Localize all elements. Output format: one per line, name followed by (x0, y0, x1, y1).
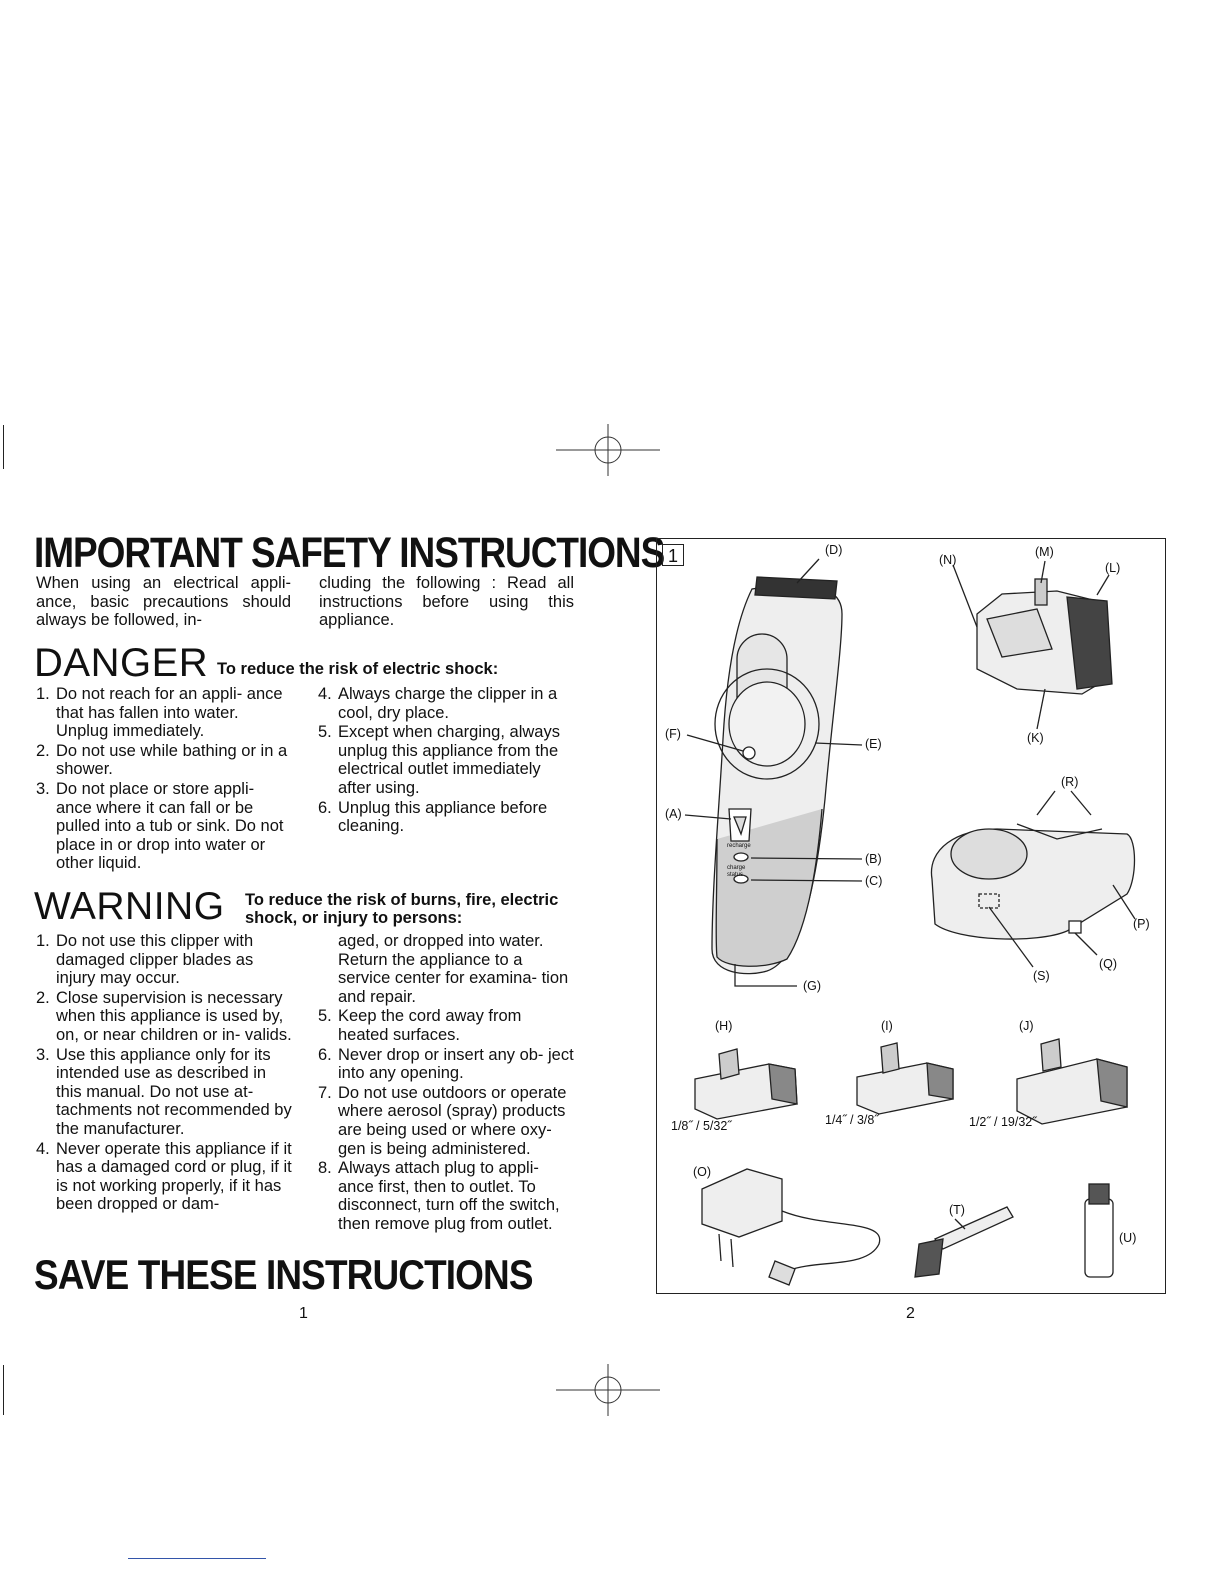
ac-adapter-illustration (702, 1169, 880, 1285)
list-item-text: Keep the cord away from heated surfaces. (338, 1007, 522, 1044)
label-a: (A) (665, 807, 682, 821)
comb-h-illustration (695, 1049, 797, 1119)
label-b: (B) (865, 852, 882, 866)
list-item (318, 685, 575, 722)
list-item-text: Never drop or insert any ob- ject into any opening. (338, 1045, 574, 1083)
charging-stand-illustration (931, 824, 1134, 939)
label-d: (D) (825, 543, 843, 557)
label-k: (K) (1027, 731, 1044, 745)
danger-list-col-1 (36, 685, 292, 874)
list-item-text: Do not use outdoors or operate where aerosol (spray) products are being used or where oxy- gen is being administered. (338, 1083, 567, 1158)
label-l: (L) (1105, 561, 1121, 575)
list-item-text: Close supervision is necessary when this appliance is used by, on, or near children or in- valids. (56, 988, 292, 1044)
warning-list-col-1 (36, 932, 292, 1215)
label-n: (N) (939, 553, 957, 567)
list-item (36, 685, 292, 741)
list-item-number: 6. (318, 798, 332, 817)
list-item-number: 1. (36, 685, 50, 703)
list-item-text: Never operate this appliance if it has a damaged cord or plug, if it is not working properly, if it has been dropped or dam- (56, 1139, 292, 1214)
label-r: (R) (1061, 775, 1079, 789)
list-item-number: 5. (318, 1007, 332, 1026)
danger-list-col-2 (318, 685, 575, 837)
list-item-text: Always charge the clipper in a cool, dry place. (338, 685, 558, 722)
list-item-text: Always attach plug to appli- ance first, then to outlet. To disconnect, turn off the switch, then remove plug from outlet. (338, 1159, 560, 1233)
list-item-number: 4. (318, 685, 332, 703)
danger-heading: DANGER (34, 641, 209, 685)
clipper-charge-status-label: charge status (727, 865, 746, 878)
label-c: (C) (865, 874, 883, 888)
crop-mark-left-bottom (3, 1365, 4, 1415)
warning-list-col-2 (318, 932, 575, 1235)
list-item-number: 4. (36, 1139, 50, 1158)
label-f: (F) (665, 727, 681, 741)
list-item-number: 3. (36, 779, 50, 798)
list-item-text: Do not place or store appli- ance where it can fall or be pulled into a tub or sink. Do not place in or drop into water or other liquid. (56, 779, 284, 873)
cleaning-brush-illustration (915, 1207, 1013, 1277)
intro-col-1: When using an electrical appli- ance, basic precautions should always be followed, in- (36, 574, 291, 629)
bottom-rule (128, 1558, 266, 1559)
list-item-text: Use this appliance only for its intended use as described in this manual. Do not use at- tachments not recommended by the manufacturer. (56, 1045, 292, 1138)
danger-subheading: To reduce the risk of electric shock: (217, 660, 499, 678)
label-j: (J) (1019, 1019, 1034, 1033)
list-item (318, 1159, 575, 1233)
parts-identification-figure (656, 538, 1166, 1294)
comb-h-size: 1/8˝ / 5/32˝ (671, 1119, 732, 1133)
label-m: (M) (1035, 545, 1054, 559)
list-item (36, 1140, 292, 1214)
list-item (36, 780, 292, 873)
list-item-number: 2. (36, 741, 50, 760)
list-item (318, 1046, 575, 1083)
registration-mark-top (556, 424, 660, 476)
list-item-number: 1. (36, 932, 50, 950)
warning-subheading: To reduce the risk of burns, fire, electric shock, or injury to persons: (245, 891, 559, 927)
label-o: (O) (693, 1165, 712, 1179)
list-item (36, 742, 292, 779)
list-item-text: Do not use while bathing or in a shower. (56, 741, 288, 779)
oil-bottle-illustration (1085, 1184, 1113, 1277)
page-number-right: 2 (906, 1305, 915, 1322)
label-g: (G) (803, 979, 822, 993)
intro-col-2: cluding the following : Read all instructions before using this appliance. (319, 574, 574, 629)
clipper-illustration (712, 577, 842, 986)
list-item (36, 989, 292, 1045)
figure-number: 1 (662, 544, 684, 566)
registration-mark-bottom (556, 1364, 660, 1416)
page-number-left: 1 (299, 1305, 308, 1322)
warning-item-4-continuation: aged, or dropped into water. Return the appliance to a service center for examina- tion and repair. (338, 932, 569, 1006)
list-item-number: 7. (318, 1083, 332, 1102)
list-item-text: Do not reach for an appli- ance that has fallen into water. Unplug immediately. (56, 685, 283, 741)
list-item-number: 8. (318, 1159, 332, 1178)
list-item (318, 1084, 575, 1158)
label-h: (H) (715, 1019, 733, 1033)
list-item-number: 6. (318, 1045, 332, 1064)
list-item (36, 1046, 292, 1139)
list-item-text: Except when charging, always unplug this appliance from the electrical outlet immediately after using. (338, 723, 560, 797)
label-u: (U) (1119, 1231, 1137, 1245)
list-item-text: Unplug this appliance before cleaning. (338, 798, 548, 836)
page-title: IMPORTANT SAFETY INSTRUCTIONS (34, 529, 665, 577)
crop-mark-left-top (3, 425, 4, 469)
clipper-recharge-label: recharge (727, 843, 751, 849)
label-q: (Q) (1099, 957, 1118, 971)
label-i: (I) (881, 1019, 893, 1033)
list-item (318, 1007, 575, 1044)
list-item-number: 2. (36, 988, 50, 1007)
warning-heading: WARNING (34, 885, 225, 928)
label-s: (S) (1033, 969, 1050, 983)
list-item (318, 799, 575, 836)
save-instructions-heading: SAVE THESE INSTRUCTIONS (34, 1251, 533, 1298)
list-item (318, 723, 575, 797)
comb-j-illustration (1017, 1039, 1127, 1124)
comb-j-size: 1/2˝ / 19/32˝ (969, 1115, 1037, 1129)
list-item-number: 5. (318, 723, 332, 742)
label-t: (T) (949, 1203, 965, 1217)
label-e: (E) (865, 737, 882, 751)
list-item (36, 932, 292, 988)
comb-i-illustration (857, 1043, 953, 1114)
list-item-number: 3. (36, 1045, 50, 1064)
blade-assembly-illustration (977, 579, 1112, 694)
figure-artwork (657, 539, 1167, 1295)
list-item-text: Do not use this clipper with damaged clipper blades as injury may occur. (56, 932, 254, 988)
comb-i-size: 1/4˝ / 3/8˝ (825, 1113, 879, 1127)
label-p: (P) (1133, 917, 1150, 931)
